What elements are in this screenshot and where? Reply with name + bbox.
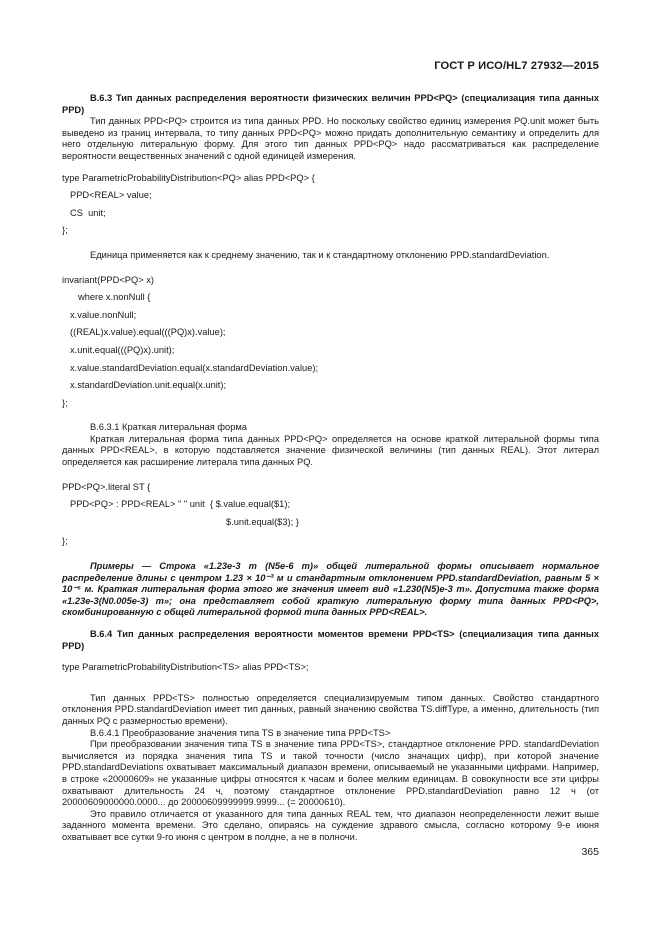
paragraph: Краткая литеральная форма типа данных PPD<PQ> определяется на основе краткой литеральной формы типа данных PPD<REAL>, в которую подставляется значение физической величины (тип данных REAL). Этот литерал определяется как расширение литерала типа данных PQ. xyxy=(62,433,599,468)
paragraph: Тип данных PPD<PQ> строится из типа данных PPD. Но поскольку свойство единиц измерения PQ.unit может быть выведено из границ интервала, то типу данных PPD<PQ> можно придать дополнительную семантику и определить для него отдельную литеральную форму. Для этого тип данных PPD<PQ> надо рассматриваться как распределение вероятности вещественных значений с одной единицей измерения. xyxy=(62,116,599,161)
code-line: }; xyxy=(62,225,68,236)
code-line: type ParametricProbabilityDistribution<TS> alias PPD<TS>; xyxy=(62,662,309,673)
page-content xyxy=(62,93,599,844)
paragraph: Единица применяется как к среднему значению, так и к стандартному отклонению PPD.standardDeviation. xyxy=(90,249,550,260)
code-line: x.value.standardDeviation.equal(x.standardDeviation.value); xyxy=(70,362,319,373)
code-line: ((REAL)x.value).equal(((PQ)x).value); xyxy=(70,327,226,338)
code-line: $.unit.equal($3); } xyxy=(226,516,299,527)
example-paragraph: Примеры — Строка «1.23e-3 m (N5e-6 m)» общей литеральной формы описывает нормальное распределение длины с центром 1.23 × 10⁻³ м и стандартным отклонением PPD.standardDeviation, равным 5 × 10⁻⁶ м. Краткая литеральная форма этого же значения имеет вид «1.230(N5)e-3 m». Допустима также форма «1.23e-3(N0.005e-3) m»; она представляет собой краткую литеральную форму типа данных PPD<PQ>, скомбинированную с общей литеральной формой типа данных PPD<REAL>. xyxy=(62,561,599,618)
paragraph: При преобразовании значения типа TS в значение типа PPD<TS>, стандартное отклонение PPD. standardDeviation вычисляется из порядка значения типа TS и такой точности (число значащих цифр), при которой значение PPD.standardDeviations охватывает максимальный диапазон времени, описываемый не указанными цифрами. Например, в строке «20000609» не указанные цифры относятся к часам и более мелким единицам. В совокупности все эти цифры охватывают длительность 24 ч, поэтому стандартное отклонение PPD.standardDeviation равно 12 ч (от 20000609000000.0000... до 20000609999999.9999... (= 20000610). xyxy=(62,739,599,808)
code-line: invariant(PPD<PQ> x) xyxy=(62,274,154,285)
code-line xyxy=(62,499,599,511)
code-fragment: $.value.equal($1); xyxy=(215,499,291,510)
subsection-heading: В.6.3.1 Краткая литеральная форма xyxy=(90,422,247,433)
code-line: }; xyxy=(62,536,68,547)
subsection-heading: В.6.4.1 Преобразование значения типа TS в значение типа PPD<TS> xyxy=(90,727,391,738)
page-number: 365 xyxy=(581,846,599,858)
paragraph: Это правило отличается от указанного для типа данных REAL тем, что диапазон неопределенности лежит выше заданного момента времени. Это сделано, опираясь на суждение здравого смысла, согласно которому 9-е июня охватывает все сутки 9-го июня с центром в полдне, а не в полночи. xyxy=(62,808,599,842)
code-line: x.standardDeviation.unit.equal(x.unit); xyxy=(70,380,227,391)
section-heading-b63: В.6.3 Тип данных распределения вероятности физических величин PPD<PQ> (специализация типа данных PPD) xyxy=(62,93,599,115)
code-line: x.value.nonNull; xyxy=(70,309,137,320)
section-heading-b64: В.6.4 Тип данных распределения вероятности моментов времени PPD<TS> (специализация типа данных PPD) xyxy=(62,629,599,651)
code-line: where x.nonNull { xyxy=(78,292,151,303)
code-line: type ParametricProbabilityDistribution<PQ> alias PPD<PQ> { xyxy=(62,172,315,183)
code-line: }; xyxy=(62,397,68,408)
code-line: x.unit.equal(((PQ)x).unit); xyxy=(70,344,175,355)
standard-header: ГОСТ Р ИСО/HL7 27932—2015 xyxy=(434,60,599,72)
code-fragment: PPD<PQ> : PPD<REAL> " " unit { xyxy=(70,499,216,510)
code-line: PPD<PQ>.literal ST { xyxy=(62,481,151,492)
paragraph: Тип данных PPD<TS> полностью определяется специализируемым типом данных. Свойство стандартного отклонения PPD.standardDeviation имеет тип данных, равный значению свойства TS.diffType, а именно, длительность (тип данных PQ с размерностью времени). xyxy=(62,692,599,726)
code-line: CS unit; xyxy=(70,207,106,218)
code-line: PPD<REAL> value; xyxy=(70,190,152,201)
